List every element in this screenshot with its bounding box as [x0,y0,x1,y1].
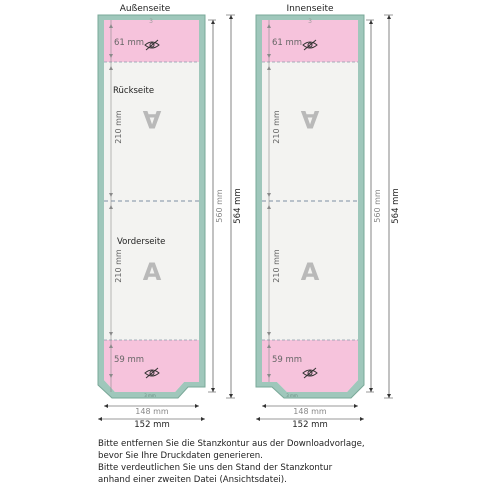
upper-length-label: 210 mm [114,110,123,144]
top-mm-marker: 3 [308,18,312,25]
paper-area [262,20,358,392]
outer-width-label: 152 mm [292,420,328,430]
panel-title: Innenseite [286,4,334,14]
outer-width-label: 152 mm [134,420,170,430]
outer-height-label: 564 mm [391,188,401,224]
note-line: Bitte verdeutlichen Sie uns den Stand der Stanzkontur [98,463,333,473]
bottom-mm-marker: 3 mm [286,393,298,398]
upper-length-label: 210 mm [272,110,281,144]
lower-length-label: 210 mm [272,249,281,283]
top-zone-label: 61 mm [272,38,303,48]
instructions-note [98,438,493,486]
top-mm-marker: 3 [149,18,153,25]
section-label-lower: Vorderseite [117,237,166,247]
top-zone-label: 61 mm [114,38,145,48]
inner-height-label: 560 mm [373,189,382,223]
inner-height-label: 560 mm [215,189,224,223]
letter-upper-flipped: A [300,105,320,133]
letter-lower: A [142,258,162,286]
letter-upper-flipped: A [142,105,162,133]
letter-lower: A [300,258,320,286]
panel-innenseite [256,4,401,430]
outer-height-label: 564 mm [233,188,243,224]
bottom-zone-label: 59 mm [114,355,145,365]
note-line: anhand einer zweiten Datei (Ansichtsdatei). [98,475,287,485]
section-label-upper: Rückseite [113,86,155,96]
note-line: bevor Sie Ihre Druckdaten generieren. [98,451,263,461]
inner-width-label: 148 mm [293,407,327,416]
inner-width-label: 148 mm [135,407,169,416]
note-line: Bitte entfernen Sie die Stanzkontur aus der Downloadvorlage, [98,439,365,449]
panel-aussenseite [98,4,243,430]
lower-length-label: 210 mm [114,249,123,283]
panel-title: Außenseite [119,4,171,14]
bottom-mm-marker: 3 mm [144,393,156,398]
bottom-zone-label: 59 mm [272,355,303,365]
paper-area [104,20,199,392]
